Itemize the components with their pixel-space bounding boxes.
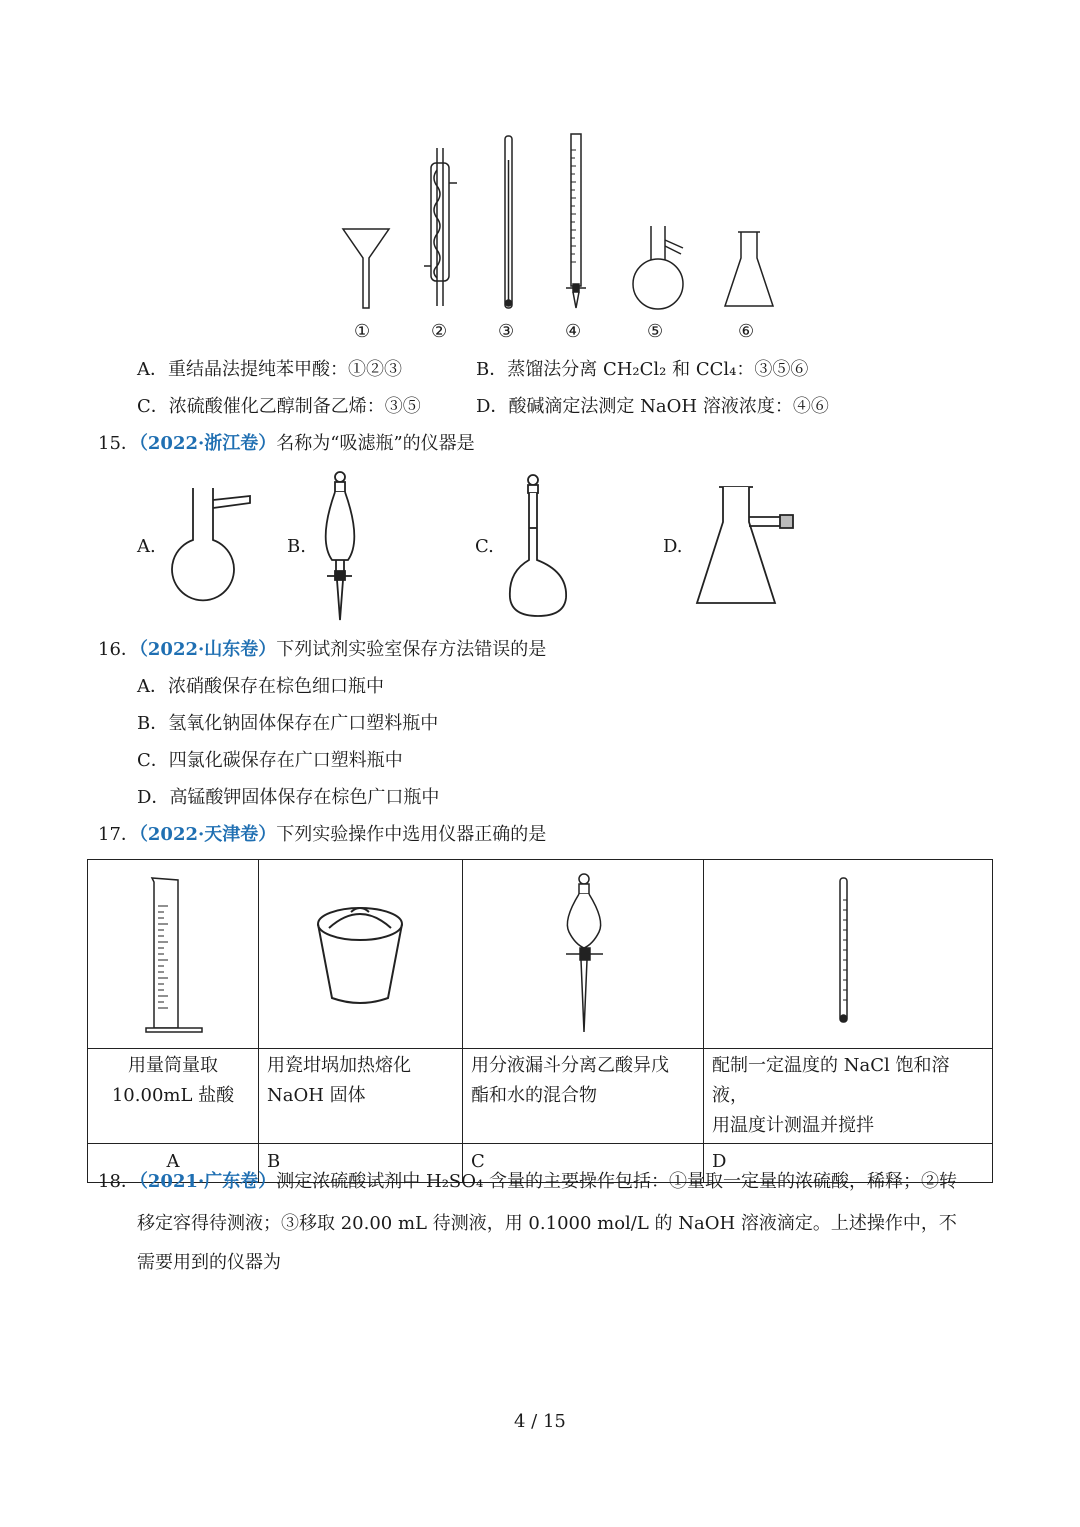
question-number: 18．: [98, 1171, 139, 1192]
thermometer-icon: [704, 860, 993, 1048]
q17-table: [87, 859, 993, 1183]
volumetric-flask-icon: [510, 475, 566, 616]
option-label: D．: [476, 396, 509, 417]
thermometer-icon: [505, 136, 512, 308]
q15-option-d-label: D.: [663, 536, 683, 557]
q14-option-a: [137, 359, 402, 381]
separatory-funnel-icon: [463, 860, 704, 1048]
cell-text-line: 酯和水的混合物: [471, 1085, 597, 1106]
table-cell: [259, 1049, 463, 1144]
burette-icon: [566, 134, 586, 308]
question-source: （2022·山东卷）: [138, 639, 277, 660]
option-label: C．: [137, 396, 169, 417]
q15-option-b-label: B.: [287, 536, 306, 557]
cell-text-line: 用量筒量取: [128, 1055, 218, 1076]
distilling-flask-icon: [633, 226, 683, 309]
question-text: 下列试剂实验室保存方法错误的是: [276, 639, 547, 660]
q15-options-figure: [0, 460, 1080, 630]
cell-text-line: NaOH 固体: [267, 1085, 366, 1106]
table-cell: [704, 860, 993, 1049]
option-text: 重结晶法提纯苯甲酸：①②③: [168, 359, 402, 380]
table-cell: D: [704, 1144, 993, 1183]
q15-stem: [98, 433, 475, 455]
table-cell: B: [259, 1144, 463, 1183]
q14-option-d: [476, 396, 829, 418]
apparatus-number-2: ②: [431, 321, 448, 342]
question-text: 下列实验操作中选用仪器正确的是: [276, 824, 547, 845]
q17-stem: [98, 824, 546, 846]
option-label: A．: [137, 676, 168, 697]
separatory-funnel-icon: [326, 472, 355, 620]
cell-text-line: 用瓷坩埚加热熔化: [267, 1055, 411, 1076]
table-cell: A: [88, 1144, 259, 1183]
question-source: （2021·广东卷）: [138, 1171, 277, 1192]
q16-stem: [98, 639, 546, 661]
page-number: 4 / 15: [514, 1411, 566, 1432]
question-number: 16．: [98, 639, 139, 660]
question-number: 17．: [98, 824, 139, 845]
cell-text-line: 用分液漏斗分离乙酸异戊: [471, 1055, 669, 1076]
condenser-icon: [424, 148, 457, 306]
table-cell: [704, 1049, 993, 1144]
q15-option-c-label: C.: [475, 536, 494, 557]
option-text: 高锰酸钾固体保存在棕色广口瓶中: [169, 787, 440, 808]
funnel-icon: [343, 229, 389, 308]
q14-option-b: [476, 359, 808, 381]
question-text-line: 测定浓硫酸试剂中 H₂SO₄ 含量的主要操作包括：①量取一定量的浓硫酸，稀释；②转: [276, 1171, 957, 1192]
option-label: C．: [137, 750, 169, 771]
apparatus-number-1: ①: [354, 321, 371, 342]
distilling-flask-icon: [172, 488, 250, 600]
option-text: 浓硝酸保存在棕色细口瓶中: [168, 676, 384, 697]
question-source: （2022·天津卷）: [138, 824, 277, 845]
apparatus-number-4: ④: [565, 321, 582, 342]
q16-option-b: [137, 713, 438, 735]
q16-option-d: [137, 787, 439, 809]
table-cell: [88, 860, 259, 1049]
option-label: A．: [137, 359, 168, 380]
q18-stem: [98, 1171, 957, 1193]
question-number: 15．: [98, 433, 139, 454]
q18-text-line: 需要用到的仪器为: [137, 1252, 281, 1273]
q16-option-a: [137, 676, 384, 698]
apparatus-number-3: ③: [498, 321, 515, 342]
option-text: 四氯化碳保存在广口塑料瓶中: [168, 750, 403, 771]
table-cell: [259, 860, 463, 1049]
q16-option-c: [137, 750, 403, 772]
q14-apparatus-figure: [0, 0, 1080, 320]
option-text: 蒸馏法分离 CH₂Cl₂ 和 CCl₄：③⑤⑥: [507, 359, 809, 380]
crucible-icon: [259, 860, 463, 1048]
cell-text-line: 配制一定温度的 NaCl 饱和溶液，: [712, 1055, 950, 1106]
apparatus-number-6: ⑥: [738, 321, 755, 342]
option-text: 浓硫酸催化乙醇制备乙烯：③⑤: [168, 396, 421, 417]
option-label: D．: [137, 787, 170, 808]
table-cell: [88, 1049, 259, 1144]
q18-text-line: 移定容得待测液；③移取 20.00 mL 待测液，用 0.1000 mol/L 的 NaOH 溶液滴定。上述操作中，不: [137, 1213, 957, 1234]
conical-flask-icon: [725, 232, 773, 306]
question-text: 名称为“吸滤瓶”的仪器是: [276, 433, 475, 454]
apparatus-number-5: ⑤: [647, 321, 664, 342]
q15-option-a-label: A.: [137, 536, 156, 557]
question-source: （2022·浙江卷）: [138, 433, 277, 454]
cell-text-line: 10.00mL 盐酸: [111, 1085, 235, 1106]
q14-option-c: [137, 396, 421, 418]
option-text: 氢氧化钠固体保存在广口塑料瓶中: [168, 713, 439, 734]
table-cell: [463, 1049, 704, 1144]
option-label: B．: [476, 359, 508, 380]
graduated-cylinder-icon: [88, 860, 259, 1048]
table-row-descriptions: [88, 1049, 993, 1144]
cell-text-line: 用温度计测温并搅拌: [712, 1115, 874, 1136]
option-text: 酸碱滴定法测定 NaOH 溶液浓度：④⑥: [508, 396, 829, 417]
option-label: B．: [137, 713, 169, 734]
table-cell: [463, 860, 704, 1049]
table-row-images: [88, 860, 993, 1049]
table-cell: C: [463, 1144, 704, 1183]
suction-flask-icon: [697, 487, 793, 603]
